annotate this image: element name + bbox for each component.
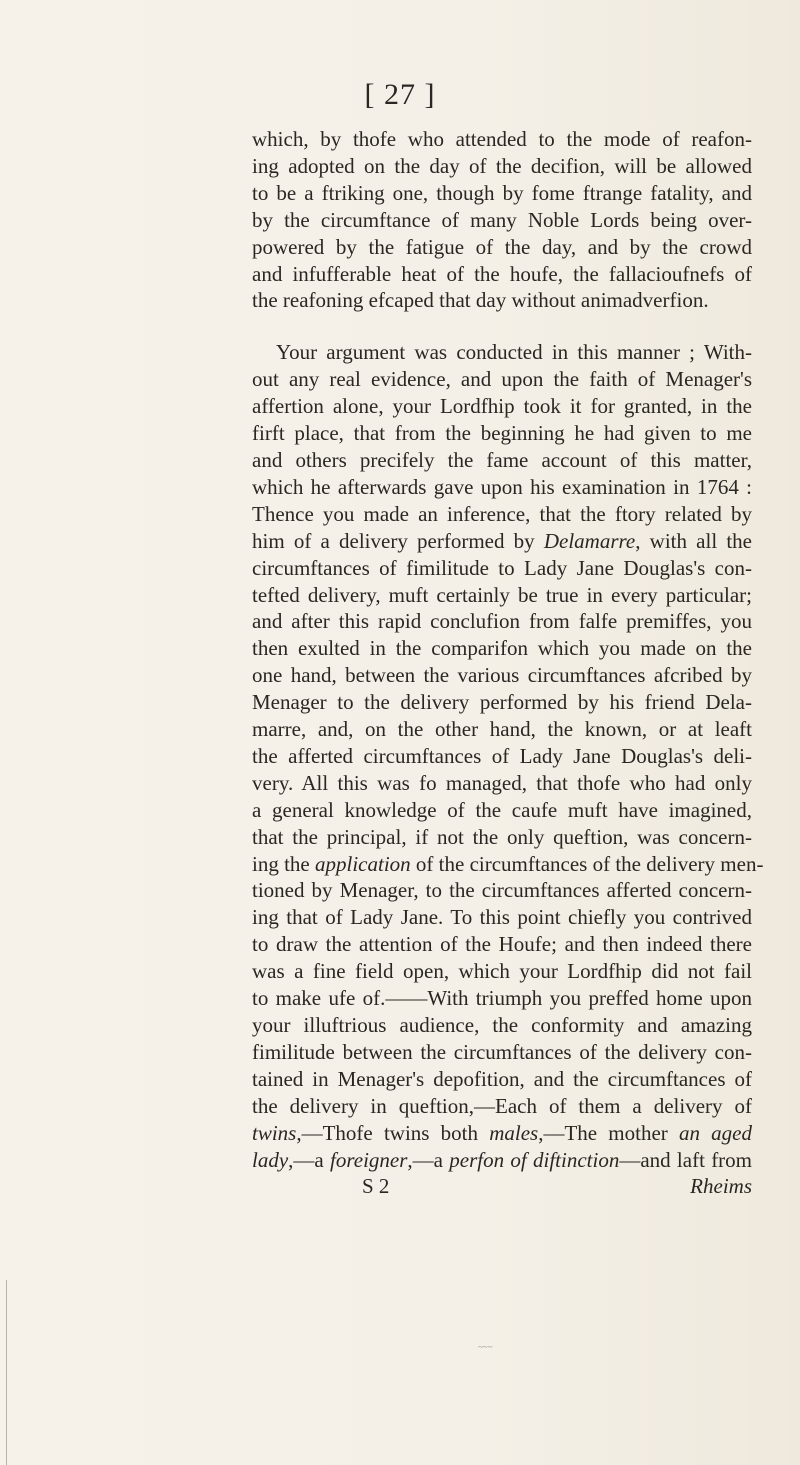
text-run: ,—a xyxy=(407,1147,450,1172)
text-line xyxy=(252,1120,752,1147)
text-line: circumftances of fimilitude to Lady Jane Douglas's con- xyxy=(252,555,752,580)
text-line: your illuftrious audience, the conformity and amazing xyxy=(252,1013,752,1037)
text-line xyxy=(252,528,752,555)
text-line: then exulted in the comparifon which you made on the xyxy=(252,636,752,661)
text-line xyxy=(252,851,764,878)
text-run: —and laft from xyxy=(619,1147,753,1172)
text-line: tained in Menager's depofition, and the circumftances of xyxy=(252,1066,752,1091)
text-run: ,—The mother xyxy=(538,1120,679,1145)
italic-run: lady xyxy=(252,1147,289,1172)
text-line: and infufferable heat of the houfe, the fallacioufnefs of xyxy=(252,261,752,286)
text-run: , with all the xyxy=(635,528,752,553)
text-line: the delivery in queftion,—Each of them a delivery of xyxy=(252,1093,752,1118)
italic-run: twins xyxy=(252,1120,297,1145)
text-line: Your argument was conducted in this manner ; With- xyxy=(276,340,752,365)
text-line: ing adopted on the day of the decifion, will be allowed xyxy=(252,153,752,178)
italic-run: perfon of diftinction xyxy=(449,1147,620,1172)
text-line: one hand, between the various circumftances afcribed by xyxy=(252,663,752,688)
text-line: to make ufe of.——With triumph you preffed home upon xyxy=(252,986,752,1011)
stray-ink-mark: ~~~ xyxy=(478,1342,493,1352)
text-run: him of a delivery performed by xyxy=(252,528,544,553)
text-line: affertion alone, your Lordfhip took it for granted, in the xyxy=(252,394,752,419)
page-footer xyxy=(252,1173,752,1200)
paragraph-2 xyxy=(252,339,764,1173)
text-line: and others precifely the fame account of this matter, xyxy=(252,447,752,472)
body-text xyxy=(252,126,764,1200)
text-run: ing the xyxy=(252,851,315,876)
signature-mark: S 2 xyxy=(362,1174,390,1199)
page-number: [ 27 ] xyxy=(364,78,436,111)
text-line: the reafoning efcaped that day without animadverfion. xyxy=(252,288,709,313)
text-line: to draw the attention of the Houfe; and then indeed there xyxy=(252,932,752,957)
text-line: and after this rapid conclufion from falfe premiffes, you xyxy=(252,609,752,634)
text-line: by the circumftance of many Noble Lords being over- xyxy=(252,207,752,232)
italic-run: males xyxy=(489,1120,539,1145)
text-run: ,—Thofe twins both xyxy=(296,1120,490,1145)
paragraph-1 xyxy=(252,126,752,314)
text-line: was a fine field open, which your Lordfhip did not fail xyxy=(252,959,752,984)
text-line: out any real evidence, and upon the faith of Menager's xyxy=(252,367,752,392)
text-line: Menager to the delivery performed by his friend Dela- xyxy=(252,690,752,715)
text-line: tefted delivery, muft certainly be true in every particular; xyxy=(252,582,752,607)
binding-edge xyxy=(6,1280,7,1465)
italic-run: foreigner xyxy=(330,1147,408,1172)
text-line: to be a ftriking one, though by fome ftrange fatality, and xyxy=(252,180,752,205)
text-run: of the circumftances of the delivery men- xyxy=(410,851,764,876)
text-line: marre, and, on the other hand, the known, or at leaft xyxy=(252,717,752,742)
catchword: Rheims xyxy=(690,1174,752,1199)
text-line: which, by thofe who attended to the mode of reafon- xyxy=(252,127,752,151)
text-line: which he afterwards gave upon his examination in 1764 : xyxy=(252,474,752,499)
italic-run: an aged xyxy=(678,1120,752,1145)
text-line xyxy=(252,1147,752,1174)
text-line: a general knowledge of the caufe muft have imagined, xyxy=(252,797,752,822)
italic-run: Delamarre xyxy=(543,528,636,553)
text-line: tioned by Menager, to the circumftances afferted concern- xyxy=(252,878,752,903)
text-line: the afferted circumftances of Lady Jane Douglas's deli- xyxy=(252,743,752,768)
text-line: very. All this was fo managed, that thofe who had only xyxy=(252,770,752,795)
text-line: that the principal, if not the only queftion, was concern- xyxy=(252,824,752,849)
text-line: powered by the fatigue of the day, and by the crowd xyxy=(252,234,752,259)
text-line: fimilitude between the circumftances of the delivery con- xyxy=(252,1039,752,1064)
text-line: firft place, that from the beginning he had given to me xyxy=(252,421,752,446)
italic-run: application xyxy=(315,851,411,876)
text-line: Thence you made an inference, that the ftory related by xyxy=(252,501,752,526)
text-run: ,—a xyxy=(288,1147,331,1172)
text-line: ing that of Lady Jane. To this point chiefly you contrived xyxy=(252,905,752,930)
